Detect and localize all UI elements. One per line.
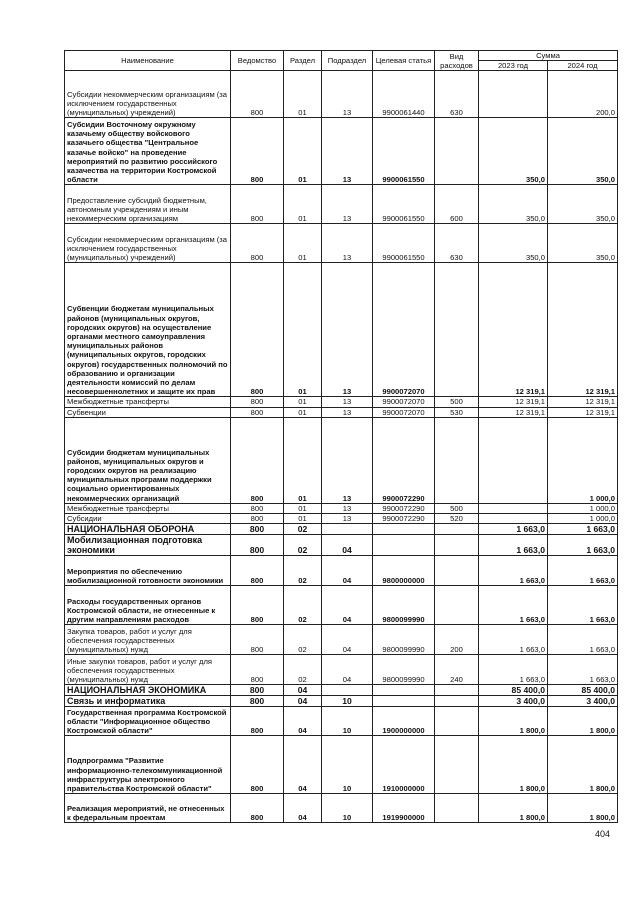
row-sum-2024: 1 800,0 bbox=[548, 794, 618, 823]
row-sum-2023 bbox=[479, 417, 548, 503]
header-2023: 2023 год bbox=[479, 61, 548, 71]
row-sum-2023: 1 663,0 bbox=[479, 524, 548, 535]
row-vid bbox=[435, 535, 479, 556]
row-name: Субсидии бюджетам муниципальных районов, муниципальных округов и городских округов на реализацию муниципальных программ поддержки социально ориентированных некоммерческих организаций bbox=[65, 417, 231, 503]
header-summa: Сумма bbox=[479, 51, 618, 61]
row-name: Реализация мероприятий, не отнесенных к федеральным проектам bbox=[65, 794, 231, 823]
row-vid: 200 bbox=[435, 625, 479, 655]
row-sum-2024: 1 663,0 bbox=[548, 625, 618, 655]
row-podrazdel: 04 bbox=[322, 586, 373, 625]
row-vedomstvo: 800 bbox=[231, 224, 284, 263]
row-podrazdel: 13 bbox=[322, 503, 373, 513]
row-sum-2023: 1 663,0 bbox=[479, 625, 548, 655]
row-vid: 600 bbox=[435, 185, 479, 224]
row-sum-2023: 1 800,0 bbox=[479, 794, 548, 823]
table-row bbox=[65, 556, 618, 586]
row-razdel: 01 bbox=[284, 185, 322, 224]
row-sum-2023: 85 400,0 bbox=[479, 685, 548, 696]
row-podrazdel: 04 bbox=[322, 655, 373, 685]
row-celevaya: 9800099990 bbox=[373, 586, 435, 625]
row-razdel: 01 bbox=[284, 71, 322, 118]
table-row bbox=[65, 524, 618, 535]
row-sum-2024: 350,0 bbox=[548, 118, 618, 185]
row-podrazdel: 13 bbox=[322, 224, 373, 263]
row-name: Мобилизационная подготовка экономики bbox=[65, 535, 231, 556]
row-sum-2024: 1 000,0 bbox=[548, 417, 618, 503]
row-vid bbox=[435, 685, 479, 696]
row-razdel: 02 bbox=[284, 586, 322, 625]
row-vedomstvo: 800 bbox=[231, 685, 284, 696]
row-name: Мероприятия по обеспечению мобилизационной готовности экономики bbox=[65, 556, 231, 586]
row-sum-2023: 1 800,0 bbox=[479, 707, 548, 736]
row-podrazdel: 13 bbox=[322, 71, 373, 118]
row-razdel: 01 bbox=[284, 407, 322, 417]
table-row bbox=[65, 417, 618, 503]
row-sum-2024: 1 000,0 bbox=[548, 503, 618, 513]
row-vedomstvo: 800 bbox=[231, 503, 284, 513]
page-number: 404 bbox=[595, 829, 611, 839]
row-celevaya: 1910000000 bbox=[373, 736, 435, 794]
row-podrazdel: 10 bbox=[322, 696, 373, 707]
row-celevaya bbox=[373, 535, 435, 556]
row-name: Связь и информатика bbox=[65, 696, 231, 707]
row-celevaya: 1900000000 bbox=[373, 707, 435, 736]
row-razdel: 02 bbox=[284, 524, 322, 535]
row-sum-2023 bbox=[479, 71, 548, 118]
row-name: НАЦИОНАЛЬНАЯ ЭКОНОМИКА bbox=[65, 685, 231, 696]
row-vedomstvo: 800 bbox=[231, 417, 284, 503]
row-name: Межбюджетные трансферты bbox=[65, 397, 231, 407]
row-vid bbox=[435, 118, 479, 185]
table-row bbox=[65, 696, 618, 707]
table-row bbox=[65, 71, 618, 118]
row-razdel: 02 bbox=[284, 625, 322, 655]
row-razdel: 01 bbox=[284, 417, 322, 503]
row-vid bbox=[435, 707, 479, 736]
row-razdel: 02 bbox=[284, 535, 322, 556]
row-vid bbox=[435, 736, 479, 794]
row-razdel: 01 bbox=[284, 514, 322, 524]
row-name: Закупка товаров, работ и услуг для обеспечения государственных (муниципальных) нужд bbox=[65, 625, 231, 655]
row-podrazdel: 04 bbox=[322, 556, 373, 586]
row-podrazdel: 04 bbox=[322, 625, 373, 655]
row-vid bbox=[435, 586, 479, 625]
table-row bbox=[65, 118, 618, 185]
row-sum-2024: 200,0 bbox=[548, 71, 618, 118]
table-row bbox=[65, 794, 618, 823]
row-podrazdel bbox=[322, 685, 373, 696]
row-vedomstvo: 800 bbox=[231, 535, 284, 556]
row-sum-2023: 1 663,0 bbox=[479, 556, 548, 586]
header-name: Наименование bbox=[65, 51, 231, 71]
row-sum-2023 bbox=[479, 514, 548, 524]
row-vid bbox=[435, 524, 479, 535]
header-razdel: Раздел bbox=[284, 51, 322, 71]
row-podrazdel: 13 bbox=[322, 263, 373, 397]
row-podrazdel: 10 bbox=[322, 707, 373, 736]
table-row bbox=[65, 514, 618, 524]
row-name: Подпрограмма "Развитие информационно-телекоммуникационной инфраструктуры электронного правительства Костромской области" bbox=[65, 736, 231, 794]
row-sum-2023: 1 663,0 bbox=[479, 586, 548, 625]
row-vedomstvo: 800 bbox=[231, 71, 284, 118]
table-row bbox=[65, 685, 618, 696]
row-vid: 630 bbox=[435, 224, 479, 263]
row-name: НАЦИОНАЛЬНАЯ ОБОРОНА bbox=[65, 524, 231, 535]
row-sum-2024: 1 663,0 bbox=[548, 586, 618, 625]
row-sum-2023: 12 319,1 bbox=[479, 407, 548, 417]
row-vid bbox=[435, 263, 479, 397]
row-podrazdel: 10 bbox=[322, 736, 373, 794]
row-vid: 630 bbox=[435, 71, 479, 118]
row-name: Государственная программа Костромской области "Информационное общество Костромской области" bbox=[65, 707, 231, 736]
row-sum-2024: 12 319,1 bbox=[548, 407, 618, 417]
row-vid bbox=[435, 556, 479, 586]
row-sum-2023: 3 400,0 bbox=[479, 696, 548, 707]
table-row bbox=[65, 655, 618, 685]
row-name: Субсидии bbox=[65, 514, 231, 524]
row-sum-2023: 350,0 bbox=[479, 185, 548, 224]
row-celevaya bbox=[373, 696, 435, 707]
header-2024: 2024 год bbox=[548, 61, 618, 71]
table-row bbox=[65, 185, 618, 224]
row-vedomstvo: 800 bbox=[231, 514, 284, 524]
row-name: Иные закупки товаров, работ и услуг для обеспечения государственных (муниципальных) нужд bbox=[65, 655, 231, 685]
row-sum-2024: 3 400,0 bbox=[548, 696, 618, 707]
row-celevaya: 9900061550 bbox=[373, 185, 435, 224]
row-name: Субсидии некоммерческим организациям (за исключением государственных (муниципальных) учреждений) bbox=[65, 71, 231, 118]
row-razdel: 04 bbox=[284, 794, 322, 823]
row-razdel: 02 bbox=[284, 655, 322, 685]
row-vid: 500 bbox=[435, 503, 479, 513]
row-vedomstvo: 800 bbox=[231, 586, 284, 625]
row-vedomstvo: 800 bbox=[231, 263, 284, 397]
row-sum-2023: 350,0 bbox=[479, 118, 548, 185]
row-podrazdel: 13 bbox=[322, 417, 373, 503]
row-celevaya: 9900072070 bbox=[373, 407, 435, 417]
row-podrazdel: 13 bbox=[322, 397, 373, 407]
row-razdel: 04 bbox=[284, 707, 322, 736]
row-celevaya: 9900061550 bbox=[373, 118, 435, 185]
row-podrazdel: 04 bbox=[322, 535, 373, 556]
row-sum-2024: 1 663,0 bbox=[548, 524, 618, 535]
row-podrazdel: 13 bbox=[322, 185, 373, 224]
row-celevaya: 9800099990 bbox=[373, 625, 435, 655]
row-celevaya: 9900072070 bbox=[373, 397, 435, 407]
table-row bbox=[65, 397, 618, 407]
row-sum-2023: 1 663,0 bbox=[479, 535, 548, 556]
row-vid: 520 bbox=[435, 514, 479, 524]
row-vid bbox=[435, 417, 479, 503]
row-sum-2024: 1 000,0 bbox=[548, 514, 618, 524]
row-vedomstvo: 800 bbox=[231, 696, 284, 707]
header-celevaya: Целевая статья bbox=[373, 51, 435, 71]
row-vid bbox=[435, 794, 479, 823]
row-sum-2024: 350,0 bbox=[548, 185, 618, 224]
row-vedomstvo: 800 bbox=[231, 185, 284, 224]
row-podrazdel: 13 bbox=[322, 407, 373, 417]
row-podrazdel bbox=[322, 524, 373, 535]
table-row bbox=[65, 586, 618, 625]
row-razdel: 01 bbox=[284, 503, 322, 513]
row-name: Субвенции бюджетам муниципальных районов (муниципальных округов, городских округов) на осуществление органами местного самоуправления муниципальных районов (муниципальных округов, городских округов) государственных полномочий по образованию и организации деятельности комиссий по делам несовершеннолетних и защите их прав bbox=[65, 263, 231, 397]
row-name: Субвенции bbox=[65, 407, 231, 417]
row-sum-2023: 350,0 bbox=[479, 224, 548, 263]
table-row bbox=[65, 535, 618, 556]
budget-table bbox=[64, 50, 618, 823]
row-sum-2024: 1 663,0 bbox=[548, 655, 618, 685]
row-vedomstvo: 800 bbox=[231, 118, 284, 185]
table-row bbox=[65, 503, 618, 513]
row-razdel: 04 bbox=[284, 696, 322, 707]
row-vedomstvo: 800 bbox=[231, 794, 284, 823]
row-sum-2023: 12 319,1 bbox=[479, 263, 548, 397]
row-sum-2024: 1 663,0 bbox=[548, 535, 618, 556]
row-vid: 240 bbox=[435, 655, 479, 685]
row-razdel: 01 bbox=[284, 224, 322, 263]
row-celevaya: 9900061550 bbox=[373, 224, 435, 263]
row-celevaya bbox=[373, 685, 435, 696]
row-sum-2023: 1 800,0 bbox=[479, 736, 548, 794]
row-celevaya: 9900072290 bbox=[373, 514, 435, 524]
row-celevaya: 1919900000 bbox=[373, 794, 435, 823]
row-sum-2024: 85 400,0 bbox=[548, 685, 618, 696]
row-vedomstvo: 800 bbox=[231, 556, 284, 586]
row-podrazdel: 10 bbox=[322, 794, 373, 823]
row-name: Расходы государственных органов Костромской области, не отнесенные к другим направлениям расходов bbox=[65, 586, 231, 625]
row-razdel: 01 bbox=[284, 397, 322, 407]
row-sum-2024: 1 663,0 bbox=[548, 556, 618, 586]
row-sum-2024: 1 800,0 bbox=[548, 707, 618, 736]
row-celevaya: 9800000000 bbox=[373, 556, 435, 586]
row-vid: 530 bbox=[435, 407, 479, 417]
table-row bbox=[65, 625, 618, 655]
row-sum-2023: 12 319,1 bbox=[479, 397, 548, 407]
row-razdel: 01 bbox=[284, 118, 322, 185]
row-vid bbox=[435, 696, 479, 707]
row-celevaya: 9900061440 bbox=[373, 71, 435, 118]
row-celevaya: 9900072290 bbox=[373, 503, 435, 513]
table-body bbox=[65, 71, 618, 823]
row-celevaya: 9900072070 bbox=[373, 263, 435, 397]
row-vedomstvo: 800 bbox=[231, 736, 284, 794]
row-sum-2024: 1 800,0 bbox=[548, 736, 618, 794]
row-sum-2024: 12 319,1 bbox=[548, 397, 618, 407]
table-row bbox=[65, 707, 618, 736]
row-sum-2023: 1 663,0 bbox=[479, 655, 548, 685]
row-razdel: 04 bbox=[284, 685, 322, 696]
row-name: Предоставление субсидий бюджетным, автономным учреждениям и иным некоммерческим организациям bbox=[65, 185, 231, 224]
header-vedomstvo: Ведомство bbox=[231, 51, 284, 71]
header-vid: Вид расходов bbox=[435, 51, 479, 71]
row-celevaya: 9900072290 bbox=[373, 417, 435, 503]
row-vedomstvo: 800 bbox=[231, 625, 284, 655]
row-sum-2024: 350,0 bbox=[548, 224, 618, 263]
table-row bbox=[65, 407, 618, 417]
row-vedomstvo: 800 bbox=[231, 407, 284, 417]
row-vid: 500 bbox=[435, 397, 479, 407]
table-header bbox=[65, 51, 618, 71]
row-name: Межбюджетные трансферты bbox=[65, 503, 231, 513]
row-razdel: 02 bbox=[284, 556, 322, 586]
table-row bbox=[65, 263, 618, 397]
row-podrazdel: 13 bbox=[322, 118, 373, 185]
row-razdel: 04 bbox=[284, 736, 322, 794]
table-row bbox=[65, 736, 618, 794]
row-vedomstvo: 800 bbox=[231, 655, 284, 685]
row-celevaya bbox=[373, 524, 435, 535]
row-vedomstvo: 800 bbox=[231, 707, 284, 736]
row-sum-2023 bbox=[479, 503, 548, 513]
row-podrazdel: 13 bbox=[322, 514, 373, 524]
row-vedomstvo: 800 bbox=[231, 524, 284, 535]
row-name: Субсидии Восточному окружному казачьему обществу войскового казачьего общества "Центральное казачье войско" на проведение мероприятий по развитию российского казачества на территории Костромской области bbox=[65, 118, 231, 185]
row-sum-2024: 12 319,1 bbox=[548, 263, 618, 397]
header-podrazdel: Подраздел bbox=[322, 51, 373, 71]
row-name: Субсидии некоммерческим организациям (за исключением государственных (муниципальных) учреждений) bbox=[65, 224, 231, 263]
row-vedomstvo: 800 bbox=[231, 397, 284, 407]
table-row bbox=[65, 224, 618, 263]
row-celevaya: 9800099990 bbox=[373, 655, 435, 685]
row-razdel: 01 bbox=[284, 263, 322, 397]
